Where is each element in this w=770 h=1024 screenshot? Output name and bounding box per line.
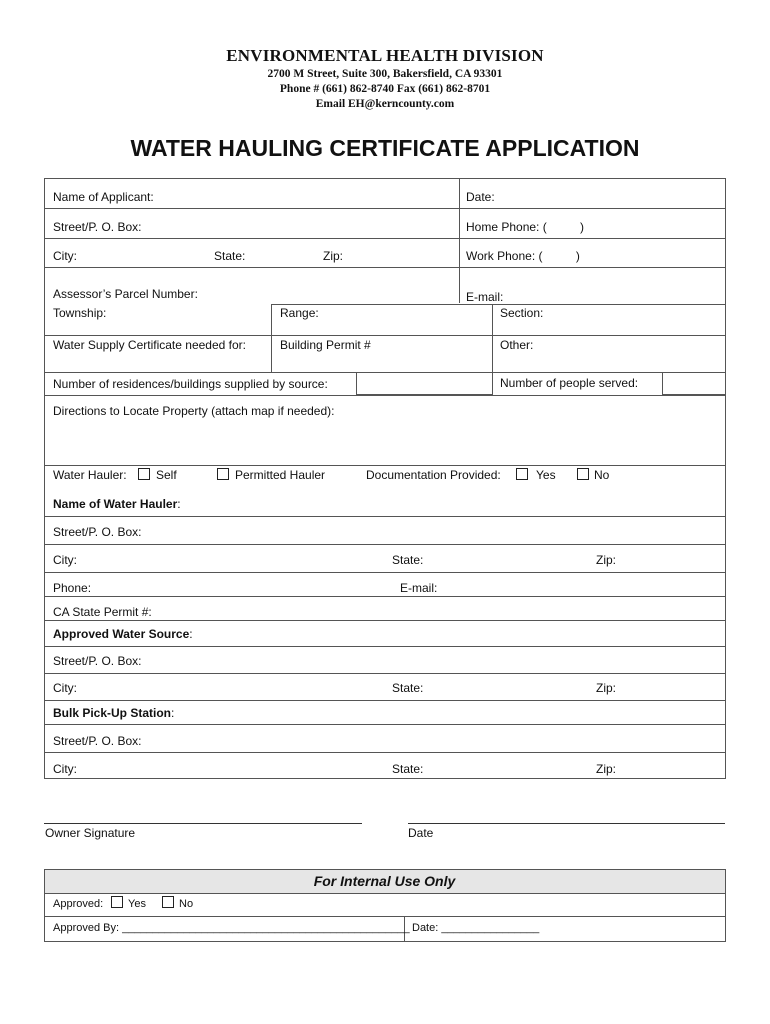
hauler-phone-label: Phone: <box>53 581 92 595</box>
approved-by-label: Approved By: _______________________________________________ <box>53 922 410 934</box>
internal-date-label: Date: ________________ <box>412 922 540 934</box>
applicant-street-label: Street/P. O. Box: <box>53 220 142 234</box>
water-source-label: Approved Water Source <box>53 627 190 641</box>
applicant-date-label: Date: <box>466 190 495 204</box>
hauler-email-label: E-mail: <box>400 581 438 595</box>
supply-certificate-label: Water Supply Certificate needed for: <box>53 338 246 352</box>
hauler-permit-label: CA State Permit #: <box>53 605 152 619</box>
applicant-state-label: State: <box>214 249 246 263</box>
people-served-label: Number of people served: <box>500 376 639 390</box>
other-label: Other: <box>500 338 534 352</box>
applicant-email-label: E-mail: <box>466 290 504 304</box>
water-hauler-label: Water Hauler: <box>53 468 127 482</box>
self-checkbox[interactable] <box>138 468 150 480</box>
approved-label: Approved: <box>53 898 104 910</box>
division-address: 2700 M Street, Suite 300, Bakersfield, CA 93301 <box>267 68 503 80</box>
hauler-city-label: City: <box>53 553 77 567</box>
building-permit-label: Building Permit # <box>280 338 371 352</box>
work-phone-label: Work Phone: ( ) <box>466 249 580 263</box>
documentation-yes-label: Yes <box>536 468 556 482</box>
water-source-heading <box>53 627 193 641</box>
documentation-label: Documentation Provided: <box>366 468 501 482</box>
signature-date-line[interactable] <box>408 823 725 824</box>
applicant-city-label: City: <box>53 249 77 263</box>
source-state-label: State: <box>392 681 424 695</box>
applicant-zip-label: Zip: <box>323 249 344 263</box>
permitted-hauler-checkbox[interactable] <box>217 468 229 480</box>
internal-use-title: For Internal Use Only <box>313 873 456 889</box>
permitted-hauler-label: Permitted Hauler <box>235 468 326 482</box>
bulk-station-heading <box>53 706 174 720</box>
owner-signature-label: Owner Signature <box>45 826 136 840</box>
documentation-yes-checkbox[interactable] <box>516 468 528 480</box>
bulk-zip-label: Zip: <box>596 762 617 776</box>
form-title: WATER HAULING CERTIFICATE APPLICATION <box>130 135 640 161</box>
hauler-street-label: Street/P. O. Box: <box>53 525 142 539</box>
township-label: Township: <box>53 306 107 320</box>
section-label: Section: <box>500 306 544 320</box>
signature-date-label: Date <box>408 826 434 840</box>
bulk-station-label: Bulk Pick-Up Station <box>53 706 172 720</box>
documentation-no-label: No <box>594 468 610 482</box>
hauler-zip-label: Zip: <box>596 553 617 567</box>
approved-no-label: No <box>179 898 194 910</box>
division-phone-fax: Phone # (661) 862-8740 Fax (661) 862-8701 <box>279 83 491 95</box>
bulk-city-label: City: <box>53 762 77 776</box>
bulk-station-colon: : <box>171 706 175 720</box>
division-email: Email EH@kerncounty.com <box>315 98 455 110</box>
documentation-no-checkbox[interactable] <box>577 468 589 480</box>
source-city-label: City: <box>53 681 77 695</box>
hauler-name-label: Name of Water Hauler <box>53 497 178 511</box>
applicant-name-label: Name of Applicant: <box>53 190 154 204</box>
approved-yes-checkbox[interactable] <box>111 896 123 908</box>
bulk-state-label: State: <box>392 762 424 776</box>
division-name: ENVIRONMENTAL HEALTH DIVISION <box>226 46 544 65</box>
hauler-name-heading <box>53 497 181 511</box>
owner-signature-line[interactable] <box>44 823 362 824</box>
hauler-state-label: State: <box>392 553 424 567</box>
water-source-colon: : <box>189 627 193 641</box>
approved-yes-label: Yes <box>128 898 146 910</box>
residences-label: Number of residences/buildings supplied by source: <box>53 377 328 391</box>
hauler-name-colon: : <box>177 497 181 511</box>
bulk-street-label: Street/P. O. Box: <box>53 734 142 748</box>
parcel-number-label: Assessor’s Parcel Number: <box>53 287 198 301</box>
self-label: Self <box>156 468 177 482</box>
range-label: Range: <box>280 306 319 320</box>
approved-no-checkbox[interactable] <box>162 896 174 908</box>
home-phone-label: Home Phone: ( ) <box>466 220 585 234</box>
source-street-label: Street/P. O. Box: <box>53 654 142 668</box>
directions-label: Directions to Locate Property (attach map if needed): <box>53 404 335 418</box>
source-zip-label: Zip: <box>596 681 617 695</box>
